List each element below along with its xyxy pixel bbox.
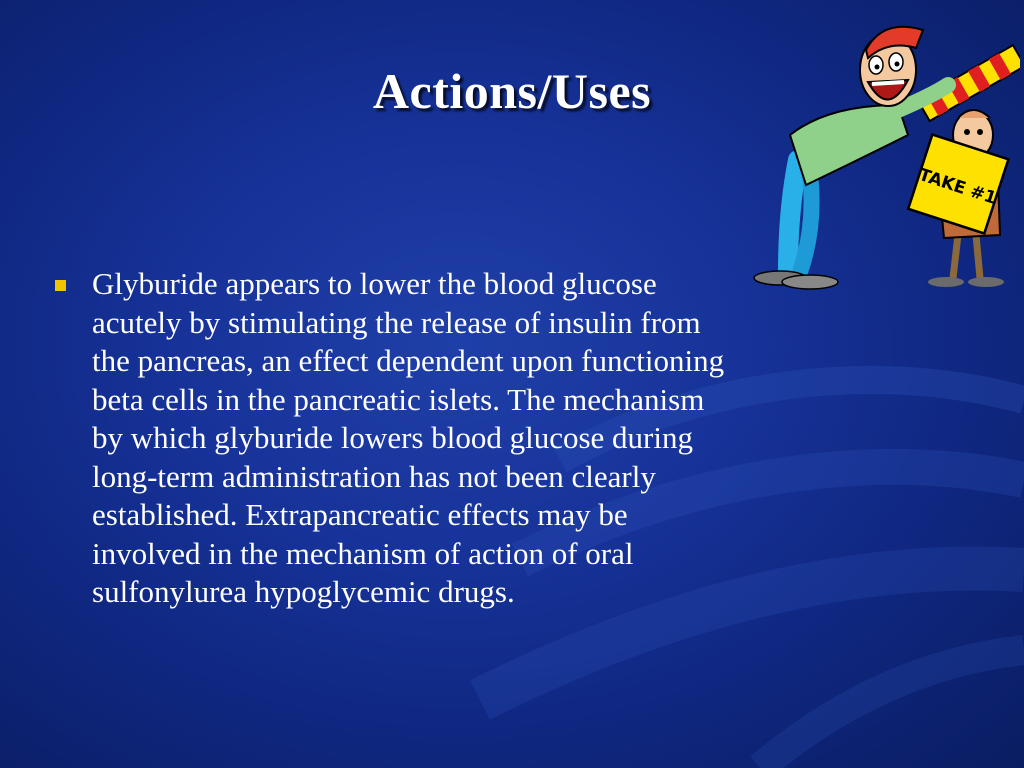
bullet-item bbox=[52, 265, 742, 612]
bullet-list bbox=[52, 265, 742, 612]
director-clapperboard-cartoon-icon bbox=[748, 10, 1020, 295]
square-bullet-icon bbox=[55, 280, 66, 291]
sign-text: TAKE #1 bbox=[916, 164, 999, 209]
slide-title: Actions/Uses bbox=[372, 63, 652, 119]
bullet-text: Glyburide appears to lower the blood glucose acutely by stimulating the release of insulin from the pancreas, an effect dependent upon functioning beta cells in the pancreatic islets. The mechanism by which glyburide lowers blood glucose during long-term administration has not been clearly established. Extrapancreatic effects may be involved in the mechanism of action of oral sulfonylurea hypoglycemic drugs. bbox=[92, 266, 725, 609]
